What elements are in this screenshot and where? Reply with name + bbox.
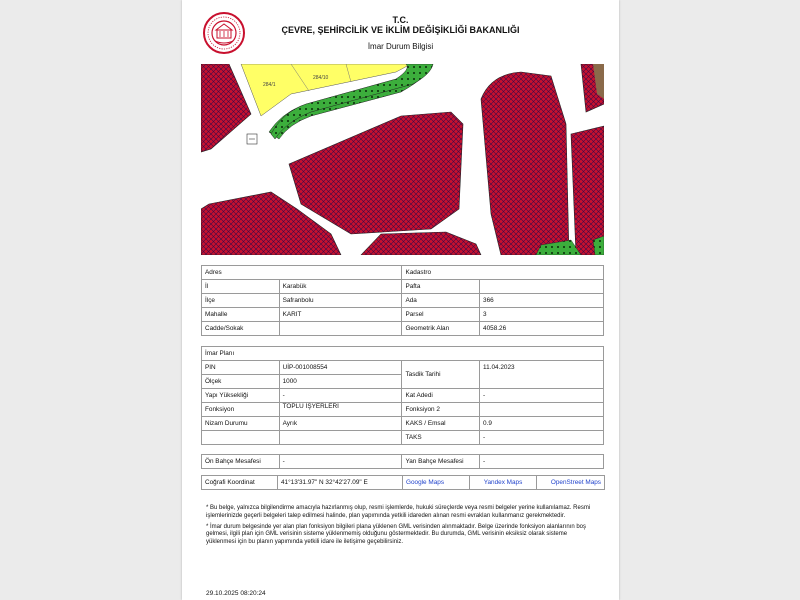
kaks-label: KAKS / Emsal bbox=[402, 417, 480, 431]
document-page bbox=[182, 0, 619, 600]
setback-table bbox=[201, 454, 604, 469]
street-label: Cadde/Sokak bbox=[202, 322, 280, 336]
area-label: Geometrik Alan bbox=[402, 322, 480, 336]
address-section-title: Adres bbox=[202, 266, 402, 280]
header-tc: T.C. bbox=[392, 15, 409, 25]
table-row bbox=[202, 361, 604, 375]
zoning-map[interactable] bbox=[201, 64, 604, 255]
taks-value: - bbox=[480, 431, 604, 445]
block-value: 366 bbox=[480, 294, 604, 308]
order-label: Nizam Durumu bbox=[202, 417, 280, 431]
building-height-label: Yapı Yüksekliği bbox=[202, 389, 280, 403]
map-block-far-east bbox=[571, 126, 604, 255]
approval-date-value: 11.04.2023 bbox=[480, 361, 604, 389]
order-value: Ayrık bbox=[279, 417, 402, 431]
ministry-name: ÇEVRE, ŞEHİRCİLİK VE İKLİM DEĞİŞİKLİĞİ BAKANLIĞI bbox=[281, 25, 520, 35]
province-label: İl bbox=[202, 280, 280, 294]
sheet-label: Pafta bbox=[402, 280, 480, 294]
district-label: İlçe bbox=[202, 294, 280, 308]
front-setback-value: - bbox=[279, 455, 402, 469]
coordinates-value: 41°13'31.97" N 32°42'27.09" E bbox=[278, 476, 403, 490]
area-value: 4058.26 bbox=[480, 322, 604, 336]
table-row bbox=[202, 476, 605, 490]
coordinates-table bbox=[201, 475, 605, 490]
openstreet-maps-link[interactable]: OpenStreet Maps bbox=[550, 479, 601, 486]
table-row bbox=[202, 308, 604, 322]
table-row bbox=[202, 431, 604, 445]
scale-label: Ölçek bbox=[202, 375, 280, 389]
street-value bbox=[279, 322, 402, 336]
map-parcel-label-2: 284/10 bbox=[313, 75, 329, 81]
parcel-value: 3 bbox=[480, 308, 604, 322]
scale-value: 1000 bbox=[279, 375, 402, 389]
map-block-east bbox=[481, 72, 569, 255]
front-setback-label: Ön Bahçe Mesafesi bbox=[202, 455, 280, 469]
yandex-maps-link[interactable]: Yandex Maps bbox=[483, 479, 523, 486]
disclaimer-note-2: * İmar durum belgesinde yer alan plan fonksiyon bilgileri plana yüklenen GML verisinden alınmaktadır. Belge üzerinde fonksiyon alanlarının boş gelmesi, ilgili plan için GML verisinin sisteme yüklenmemiş olduğunu göstermektedir. Bu durumda, GML verisinin eksiksiz olarak sisteme yüklenmesi için bu planın yapımında yetkili idare ile iletişime geçebilirsiniz. bbox=[206, 523, 586, 546]
coordinates-label: Coğrafi Koordinat bbox=[202, 476, 278, 490]
taks-label: TAKS bbox=[402, 431, 480, 445]
table-row bbox=[202, 455, 604, 469]
google-maps-link[interactable]: Google Maps bbox=[406, 479, 445, 486]
function-value: TOPLU İŞYERLERİ bbox=[279, 403, 402, 417]
pin-value: UİP-001008554 bbox=[279, 361, 402, 375]
floor-count-value: - bbox=[480, 389, 604, 403]
district-value: Safranbolu bbox=[279, 294, 402, 308]
table-row bbox=[202, 280, 604, 294]
cadastre-section-title: Kadastro bbox=[402, 266, 604, 280]
approval-date-label: Tasdik Tarihi bbox=[402, 361, 480, 389]
table-row bbox=[202, 389, 604, 403]
table-row bbox=[202, 403, 604, 417]
kaks-value: 0.9 bbox=[480, 417, 604, 431]
neighborhood-value: KARIT bbox=[279, 308, 402, 322]
map-parcel-label-1: 284/1 bbox=[263, 82, 276, 88]
province-value: Karabük bbox=[279, 280, 402, 294]
document-subtitle: İmar Durum Bilgisi bbox=[367, 42, 434, 51]
building-height-value: - bbox=[279, 389, 402, 403]
table-row bbox=[202, 322, 604, 336]
function2-value bbox=[480, 403, 604, 417]
sheet-value bbox=[480, 280, 604, 294]
timestamp: 29.10.2025 08:20:24 bbox=[206, 590, 266, 597]
side-setback-value: - bbox=[480, 455, 604, 469]
parcel-label: Parsel bbox=[402, 308, 480, 322]
disclaimer-note-1: * Bu belge, yalnızca bilgilendirme amacıyla hazırlanmış olup, resmi işlemlerde, hukuki süreçlerde veya resmi belgeler yerine kullanılamaz. Resmi işlemlerinizde geçerli belgeleri talep edilmesi halinde, plan yapımında yetkili idareden alınan resmi evrakları kullanmanız gerekmektedir. bbox=[206, 505, 591, 519]
table-row bbox=[202, 417, 604, 431]
block-label: Ada bbox=[402, 294, 480, 308]
floor-count-label: Kat Adedi bbox=[402, 389, 480, 403]
disclaimer-notes bbox=[206, 505, 598, 550]
function2-label: Fonksiyon 2 bbox=[402, 403, 480, 417]
address-table bbox=[201, 265, 604, 336]
plan-section-title: İmar Planı bbox=[202, 347, 604, 361]
table-row bbox=[202, 294, 604, 308]
side-setback-label: Yan Bahçe Mesafesi bbox=[402, 455, 480, 469]
neighborhood-label: Mahalle bbox=[202, 308, 280, 322]
function-label: Fonksiyon bbox=[202, 403, 280, 417]
pin-label: PIN bbox=[202, 361, 280, 375]
plan-table bbox=[201, 346, 604, 445]
